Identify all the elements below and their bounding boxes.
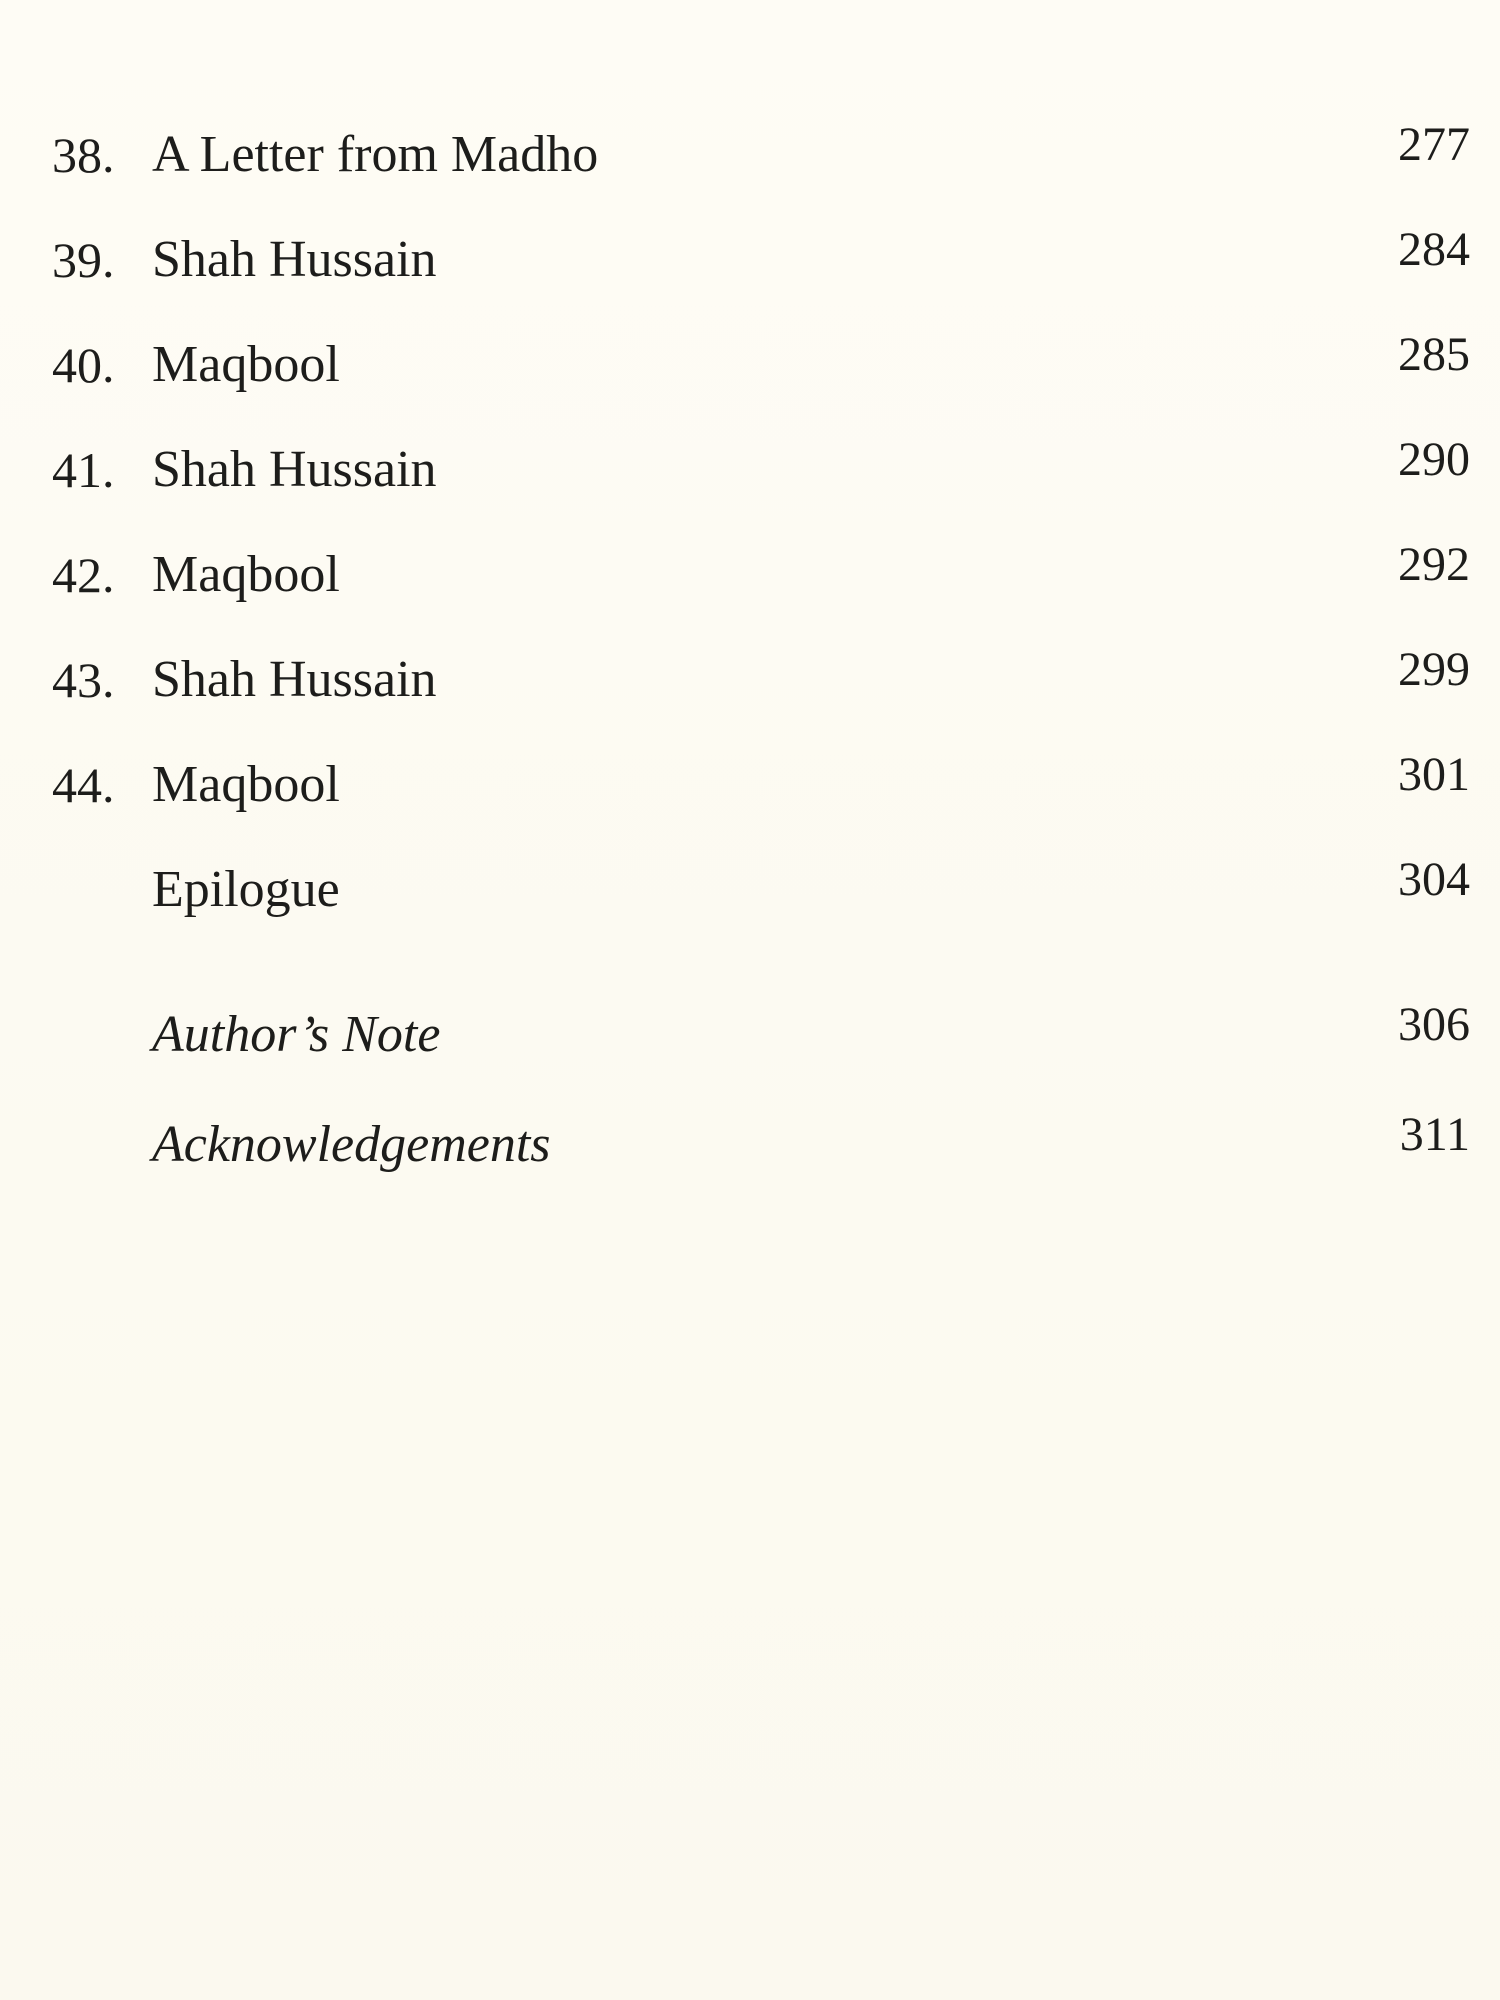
toc-entry (0, 115, 1500, 195)
chapter-number: 44. (52, 757, 115, 813)
chapter-number: 39. (52, 232, 115, 288)
chapter-title: Shah Hussain (152, 231, 437, 288)
toc-entry (0, 1105, 1500, 1185)
chapter-number: 40. (52, 337, 115, 393)
chapter-title: Maqbool (152, 546, 340, 603)
chapter-title: Shah Hussain (152, 651, 437, 708)
page-number: 292 (1398, 538, 1470, 591)
toc-entry (0, 995, 1500, 1075)
toc-entry (0, 640, 1500, 720)
page-number: 290 (1398, 433, 1470, 486)
toc-entry (0, 850, 1500, 930)
toc-entry (0, 745, 1500, 825)
chapter-title: Shah Hussain (152, 441, 437, 498)
page-number: 299 (1398, 643, 1470, 696)
page-number: 285 (1398, 328, 1470, 381)
page-number: 277 (1398, 118, 1470, 171)
chapter-title: Author’s Note (152, 1006, 441, 1063)
chapter-title: Maqbool (152, 336, 340, 393)
toc-entry (0, 535, 1500, 615)
page-number: 301 (1398, 748, 1470, 801)
chapter-title: Maqbool (152, 756, 340, 813)
toc-entry (0, 220, 1500, 300)
page-number: 284 (1398, 223, 1470, 276)
chapter-title: Acknowledgements (152, 1116, 551, 1173)
chapter-title: A Letter from Madho (152, 126, 599, 183)
chapter-title: Epilogue (152, 861, 340, 918)
chapter-number: 42. (52, 547, 115, 603)
toc-entry (0, 325, 1500, 405)
page-number: 306 (1398, 998, 1470, 1051)
toc-entry (0, 430, 1500, 510)
chapter-number: 41. (52, 442, 115, 498)
page-number: 311 (1399, 1108, 1470, 1161)
chapter-number: 43. (52, 652, 115, 708)
chapter-number: 38. (52, 127, 115, 183)
page-number: 304 (1398, 853, 1470, 906)
